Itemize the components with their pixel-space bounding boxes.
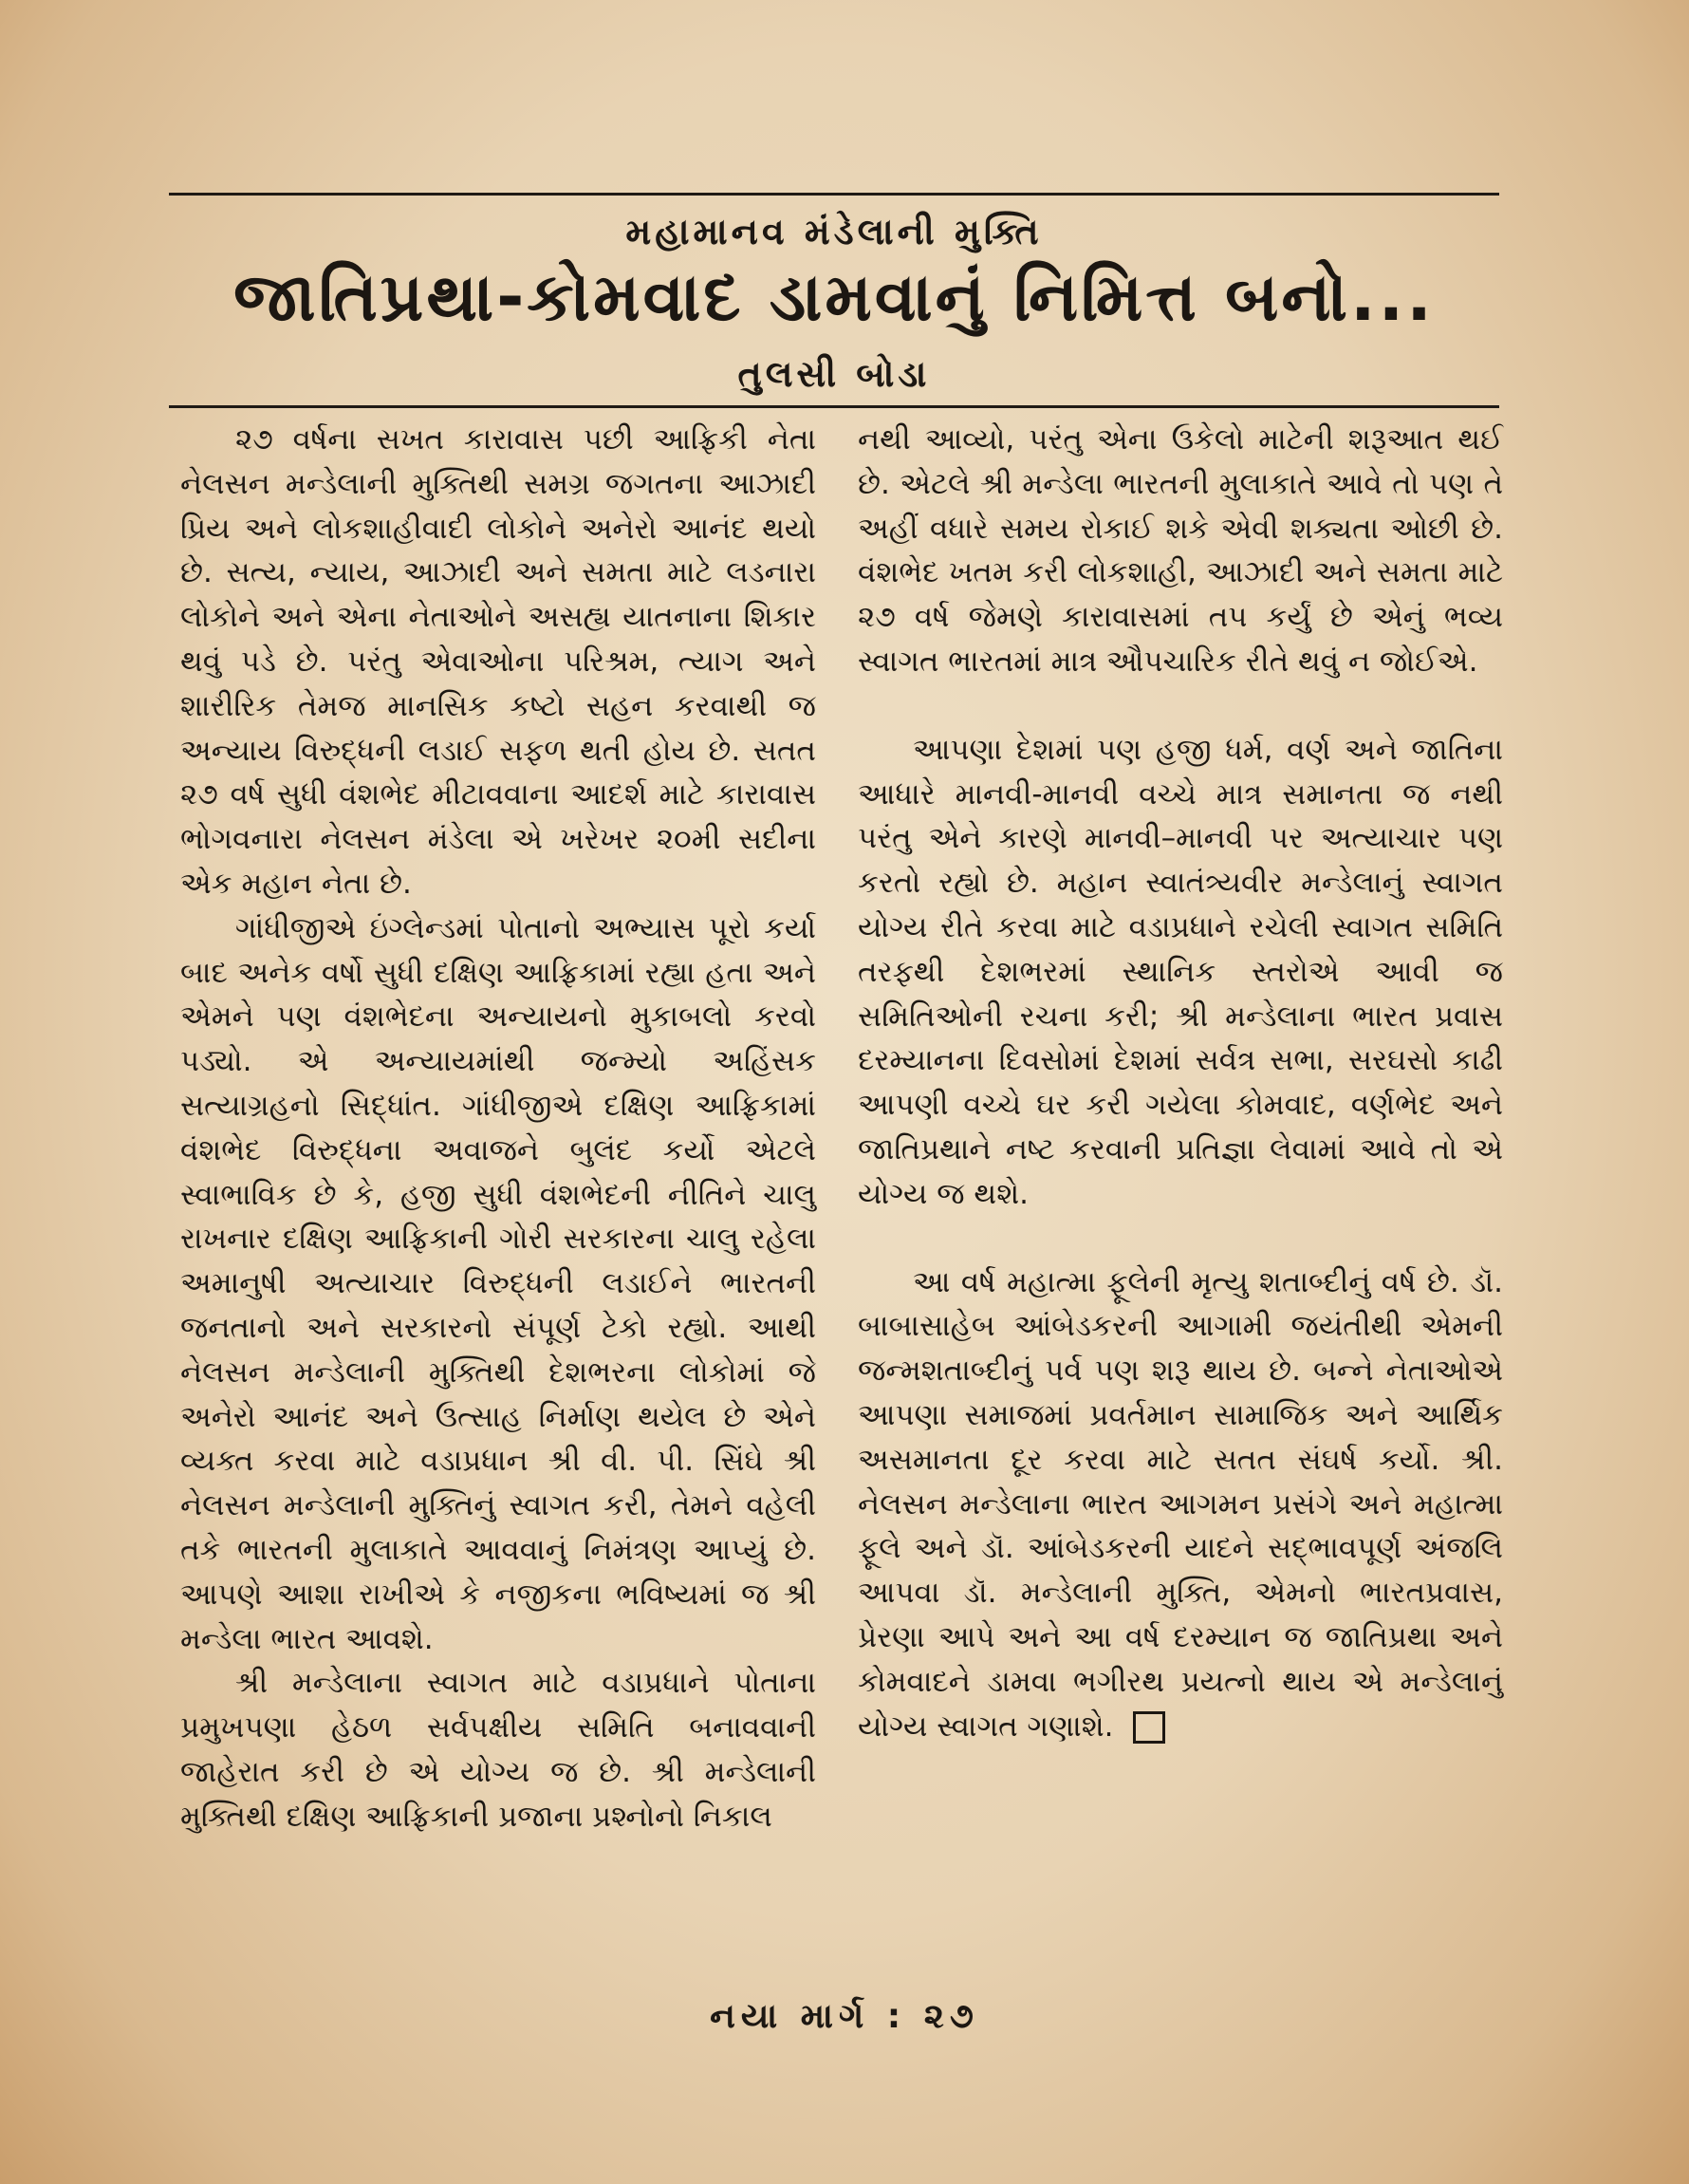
article-kicker: મહામાનવ મંડેલાની મુક્તિ: [625, 211, 1043, 252]
paragraph: ગાંધીજીએ ઇંગ્લેન્ડમાં પોતાનો અભ્યાસ પૂરો કર્યા બાદ અનેક વર્ષો સુધી દક્ષિણ આફ્રિકામાં રહ્યા હતા અને એમને પણ વંશભેદના અન્યાયનો મુકાબલો કરવો પડ્યો. એ અન્યાયમાંથી જન્મ્યો અહિંસક સત્યાગ્રહનો સિદ્ધાંત. ગાંધીજીએ દક્ષિણ આફ્રિકામાં વંશભેદ વિરુદ્ધના અવાજને બુલંદ કર્યો એટલે સ્વાભાવિક છે કે, હજી સુધી વંશભેદની નીતિને ચાલુ રાખનાર દક્ષિણ આફ્રિકાની ગોરી સરકારના ચાલુ રહેલા અમાનુષી અત્યાચાર વિરુદ્ધની લડાઈને ભારતની જનતાનો અને સરકારનો સંપૂર્ણ ટેકો રહ્યો. આથી નેલસન મન્ડેલાની મુક્તિથી દેશભરના લોકોમાં જે અનેરો આનંદ અને ઉત્સાહ નિર્માણ થયેલ છે એને વ્યક્ત કરવા માટે વડાપ્રધાન શ્રી વી. પી. સિંઘે શ્રી નેલસન મન્ડેલાની મુક્તિનું સ્વાગત કરી, તેમને વહેલી તકે ભારતની મુલાકાતે આવવાનું નિમંત્રણ આપ્યું છે. આપણે આશા રાખીએ કે નજીકના ભવિષ્યમાં જ શ્રી મન્ડેલા ભારત આવશે.: [180, 910, 816, 1656]
paragraph: ૨૭ વર્ષના સખત કારાવાસ પછી આફ્રિકી નેતા નેલસન મન્ડેલાની મુક્તિથી સમગ્ર જગતના આઝાદી પ્રિય અને લોકશાહીવાદી લોકોને અનેરો આનંદ થયો છે. સત્ય, ન્યાય, આઝાદી અને સમતા માટે લડનારા લોકોને અને એના નેતાઓને અસહ્ય યાતનાના શિકાર થવું પડે છે. પરંતુ એવાઓના પરિશ્રમ, ત્યાગ અને શારીરિક તેમજ માનસિક કષ્ટો સહન કરવાથી જ અન્યાય વિરુદ્ધની લડાઈ સફળ થતી હોય છે. સતત ૨૭ વર્ષ સુધી વંશભેદ મીટાવવાના આદર્શ માટે કારાવાસ ભોગવનારા નેલસન મંડેલા એ ખરેખર ૨૦મી સદીના એક મહાન નેતા છે.: [180, 422, 816, 901]
header-bottom-rule: [169, 405, 1499, 408]
article-byline: તુલસી બોડા: [737, 353, 931, 395]
paragraph: નથી આવ્યો, પરંતુ એના ઉકેલો માટેની શરૂઆત થઈ છે. એટલે શ્રી મન્ડેલા ભારતની મુલાકાતે આવે તો પણ તે અહીં વધારે સમય રોકાઈ શકે એવી શક્યતા ઓછી છે. વંશભેદ ખતમ કરી લોકશાહી, આઝાદી અને સમતા માટે ૨૭ વર્ષ જેમણે કારાવાસમાં તપ કર્યું છે એનું ભવ્ય સ્વાગત ભારતમાં માત્ર ઔપચારિક રીતે થવું ન જોઈએ.: [858, 422, 1503, 679]
paragraph: શ્રી મન્ડેલાના સ્વાગત માટે વડાપ્રધાને પોતાના પ્રમુખપણા હેઠળ સર્વપક્ષીય સમિતિ બનાવવાની જાહેરાત કરી છે એ યોગ્ય જ છે. શ્રી મન્ડેલાની મુક્તિથી દક્ષિણ આફ્રિકાની પ્રજાના પ્રશ્નોનો નિકાલ: [180, 1666, 816, 1834]
page-footer: નયા માર્ગ : ૨૭: [710, 1997, 979, 2036]
right-column: [858, 418, 1503, 1748]
paragraph-text: આ વર્ષ મહાત્મા ફૂલેની મૃત્યુ શતાબ્દીનું વર્ષ છે. ડૉ. બાબાસાહેબ આંબેડકરની આગામી જયંતીથી એમની જન્મશતાબ્દીનું પર્વ પણ શરૂ થાય છે. બન્ને નેતાઓએ આપણા સમાજમાં પ્રવર્તમાન સામાજિક અને આર્થિક અસમાનતા દૂર કરવા માટે સતત સંઘર્ષ કર્યો. શ્રી. નેલસન મન્ડેલાના ભારત આગમન પ્રસંગે અને મહાત્મા ફૂલે અને ડૉ. આંબેડકરની યાદને સદ્‌ભાવપૂર્ણ અંજલિ આપવા ડૉ. મન્ડેલાની મુક્તિ, એમનો ભારતપ્રવાસ, પ્રેરણા આપે અને આ વર્ષ દરમ્યાન જ જાતિપ્રથા અને કોમવાદને ડામવા ભગીરથ પ્રયત્નો થાય એ મન્ડેલાનું યોગ્ય સ્વાગત ગણાશે.: [858, 1264, 1503, 1744]
paragraph: આપણા દેશમાં પણ હજી ધર્મ, વર્ણ અને જાતિના આધારે માનવી-માનવી વચ્ચે માત્ર સમાનતા જ નથી પરંતુ એને કારણે માનવી–માનવી પર અત્યાચાર પણ કરતો રહ્યો છે. મહાન સ્વાતંત્ર્યવીર મન્ડેલાનું સ્વાગત યોગ્ય રીતે કરવા માટે વડાપ્રધાને રચેલી સ્વાગત સમિતિ તરફથી દેશભરમાં સ્થાનિક સ્તરોએ આવી જ સમિતિઓની રચના કરી; શ્રી મન્ડેલાના ભારત પ્રવાસ દરમ્યાનના દિવસોમાં દેશમાં સર્વત્ર સભા, સરઘસો કાઢી આપણી વચ્ચે ઘર કરી ગયેલા કોમવાદ, વર્ણભેદ અને જાતિપ્રથાને નષ્ટ કરવાની પ્રતિજ્ઞા લેવામાં આવે તો એ યોગ્ય જ થશે.: [858, 732, 1503, 1211]
end-mark-icon: [1133, 1711, 1165, 1744]
paragraph-last: [858, 1260, 1503, 1749]
top-rule: [169, 193, 1499, 196]
left-column: [180, 418, 816, 1839]
article-headline: જાતિપ્રથા-કોમવાદ ડામવાનું નિમિત્ત બનો...: [233, 258, 1435, 336]
